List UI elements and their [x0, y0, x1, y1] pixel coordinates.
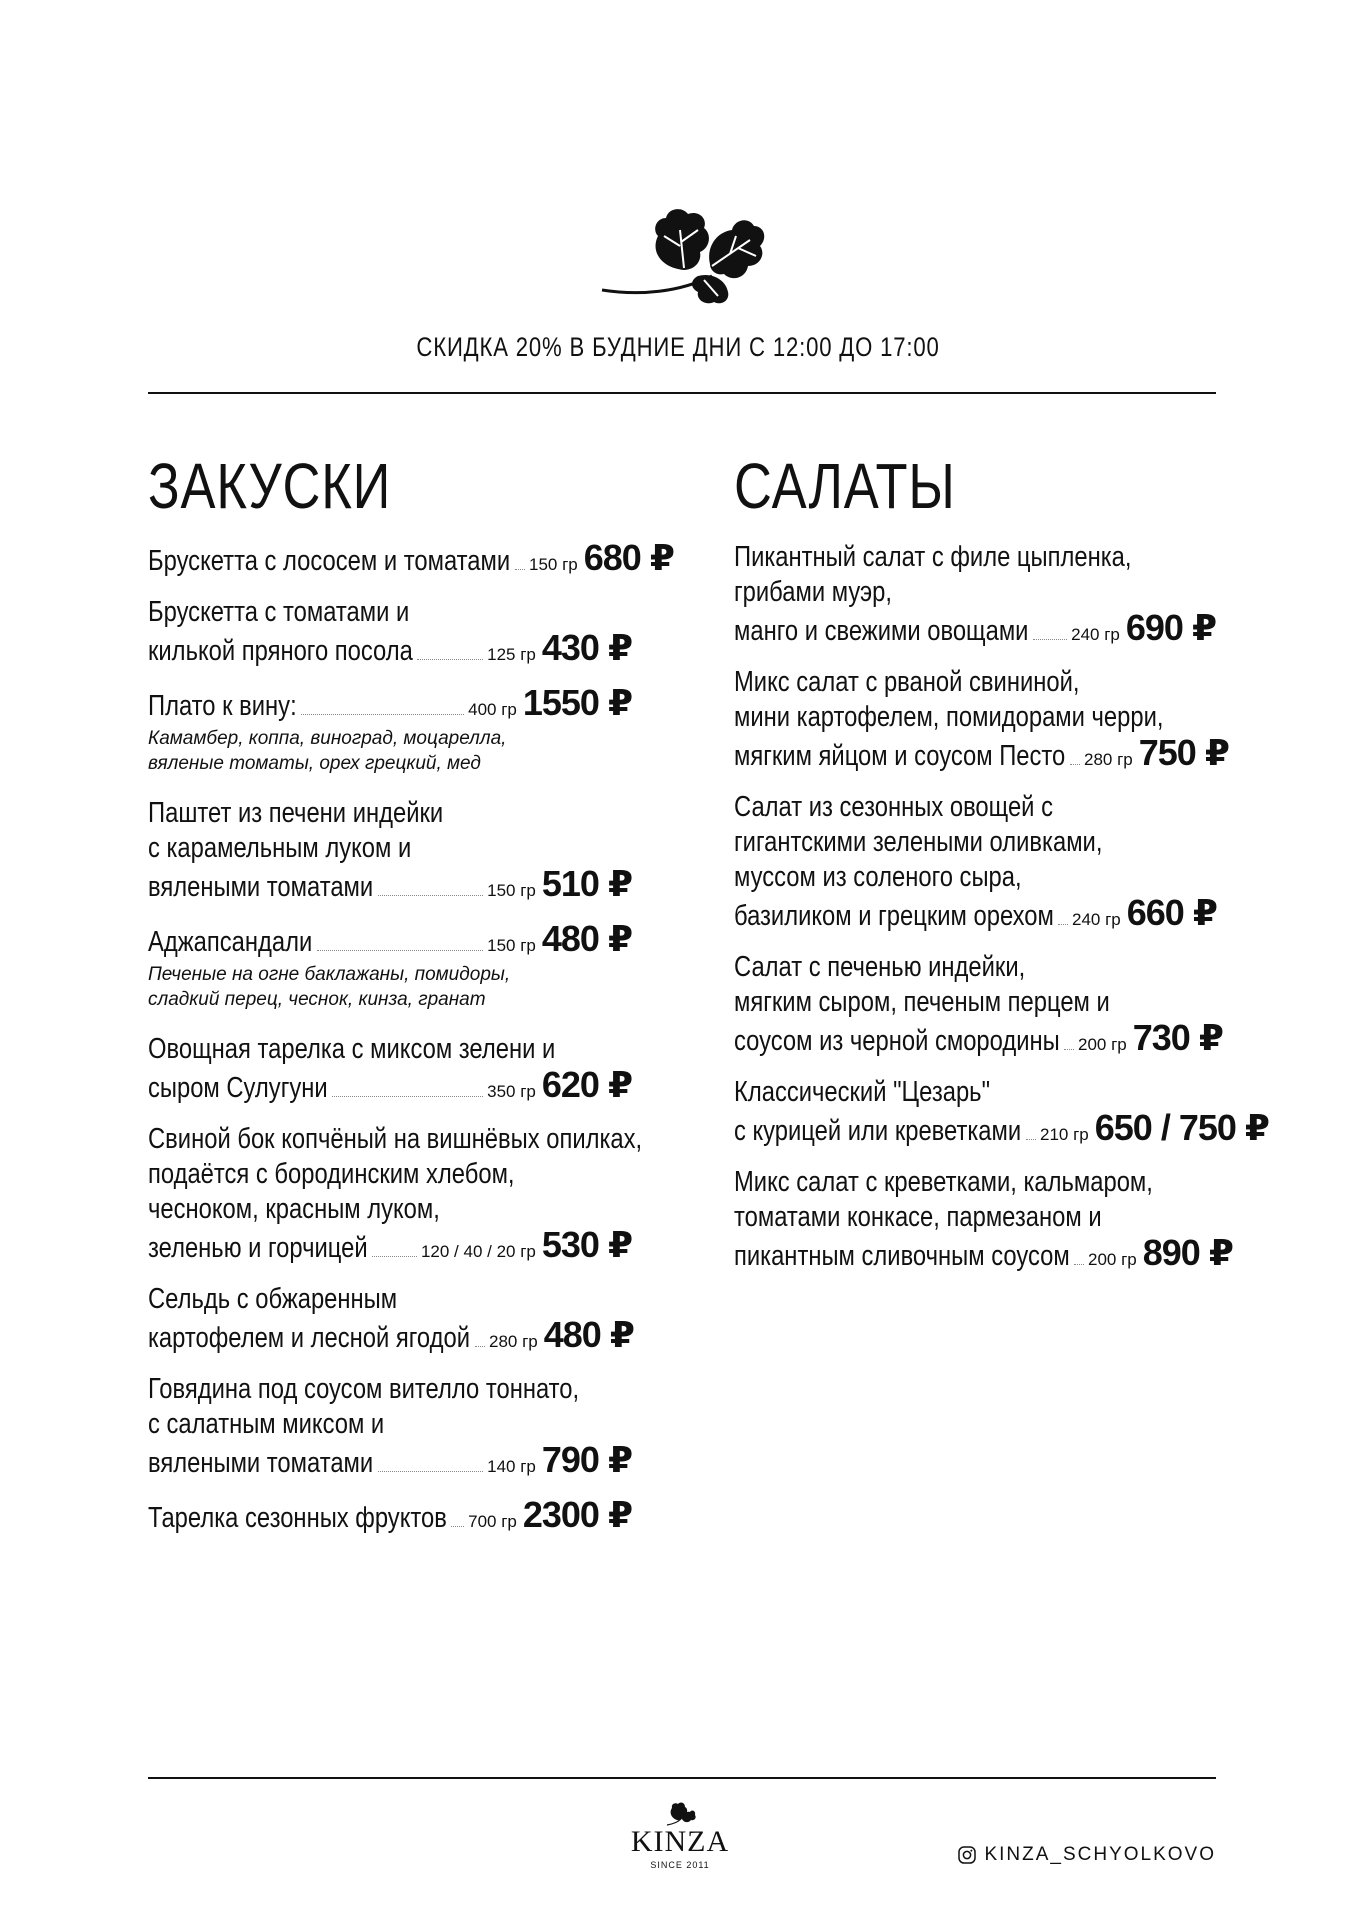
menu-item: [148, 537, 674, 578]
item-weight: 400 гр: [468, 700, 517, 719]
item-weight: 700 гр: [468, 1512, 517, 1531]
item-price: 890 ₽: [1142, 1232, 1233, 1273]
item-price-line: [734, 1107, 1269, 1148]
dot-leader: [417, 659, 483, 660]
item-weight: 150 гр: [487, 881, 536, 900]
dot-leader: [332, 1096, 483, 1097]
item-price: 790 ₽: [541, 1439, 632, 1480]
dot-leader: [1058, 924, 1068, 925]
item-name-line: Классический "Цезарь": [734, 1076, 991, 1108]
social-link[interactable]: [950, 1838, 1216, 1872]
dot-leader: [378, 1471, 483, 1472]
item-price-line: [148, 537, 674, 578]
item-name-line: Салат из сезонных овощей с: [734, 791, 1053, 823]
item-name: вялеными томатами: [148, 871, 374, 903]
item-name: картофелем и лесной ягодой: [148, 1322, 471, 1354]
cilantro-leaf-icon: [600, 200, 768, 306]
item-name-line: Салат с печенью индейки,: [734, 951, 1026, 983]
item-name: зеленью и горчицей: [148, 1232, 368, 1264]
item-weight: 240 гр: [1072, 910, 1121, 929]
item-weight: 200 гр: [1088, 1250, 1137, 1269]
item-price: 730 ₽: [1132, 1017, 1223, 1058]
brand-name: KINZA: [630, 1825, 730, 1858]
item-price-line: [734, 1017, 1223, 1058]
item-weight: 140 гр: [487, 1457, 536, 1476]
item-price: 510 ₽: [541, 863, 632, 904]
item-name-line: Паштет из печени индейки: [148, 797, 444, 829]
item-weight: 240 гр: [1071, 625, 1120, 644]
item-name: базиликом и грецким орехом: [734, 900, 1054, 932]
item-name: мягким яйцом и соусом Песто: [734, 740, 1066, 772]
item-price-line: [148, 863, 632, 904]
item-price: 620 ₽: [541, 1064, 632, 1105]
item-weight: 280 гр: [1084, 750, 1133, 769]
dot-leader: [1026, 1139, 1036, 1140]
item-name: вялеными томатами: [148, 1447, 374, 1479]
item-price-line: [148, 1224, 632, 1265]
item-weight: 280 гр: [489, 1332, 538, 1351]
menu-item: [148, 1032, 632, 1105]
item-name-line: Овощная тарелка с миксом зелени и: [148, 1033, 556, 1065]
item-description: Камамбер, коппа, виноград, моцарелла,: [148, 728, 507, 749]
item-name-line: с карамельным луком и: [148, 832, 412, 864]
menu-item: [148, 1282, 634, 1355]
item-weight: 200 гр: [1078, 1035, 1127, 1054]
item-weight: 125 гр: [487, 645, 536, 664]
item-name-line: Микс салат с рваной свининой,: [734, 666, 1080, 698]
item-price-line: [734, 1232, 1233, 1273]
item-description: вяленые томаты, орех грецкий, мед: [148, 753, 481, 774]
item-name-line: муссом из соленого сыра,: [734, 861, 1022, 893]
item-price-line: [734, 607, 1216, 648]
instagram-icon: [958, 1846, 976, 1864]
item-price: 2300 ₽: [522, 1494, 632, 1535]
item-name: манго и свежими овощами: [734, 615, 1029, 647]
item-price-line: [148, 682, 632, 723]
dot-leader: [1064, 1049, 1074, 1050]
dot-leader: [515, 569, 525, 570]
item-name-line: подаётся с бородинским хлебом,: [148, 1158, 515, 1190]
brand-since: SINCE 2011: [650, 1860, 710, 1870]
item-name: с курицей или креветками: [734, 1115, 1022, 1147]
item-name-line: с салатным миксом и: [148, 1408, 385, 1440]
menu-item: [148, 682, 632, 776]
top-divider: [148, 392, 1216, 394]
section-title: САЛАТЫ: [734, 450, 956, 522]
social-handle: KINZA_SCHYOLKOVO: [984, 1844, 1216, 1865]
item-name-line: грибами муэр,: [734, 576, 892, 608]
item-weight: 350 гр: [487, 1082, 536, 1101]
bottom-divider: [148, 1777, 1216, 1779]
menu-item: [148, 595, 632, 668]
item-price-line: [148, 1064, 632, 1105]
item-price-line: [148, 627, 632, 668]
dot-leader: [475, 1346, 485, 1347]
item-name-line: Свиной бок копчёный на вишнёвых опилках,: [148, 1123, 643, 1155]
promo-text: СКИДКА 20% В БУДНИЕ ДНИ С 12:00 ДО 17:00: [416, 332, 941, 362]
item-name-line: мини картофелем, помидорами черри,: [734, 701, 1164, 733]
item-name-line: Микс салат с креветками, кальмаром,: [734, 1166, 1153, 1198]
item-name: Плато к вину:: [148, 690, 297, 722]
item-name: килькой пряного посола: [148, 635, 413, 667]
item-name-line: гигантскими зелеными оливками,: [734, 826, 1103, 858]
item-price: 680 ₽: [583, 537, 674, 578]
menu-item: [148, 1122, 643, 1265]
item-price: 690 ₽: [1125, 607, 1216, 648]
dot-leader: [1070, 764, 1080, 765]
item-price: 660 ₽: [1126, 892, 1217, 933]
item-name: Аджапсандали: [148, 926, 313, 958]
promo-banner: [0, 332, 1357, 363]
menu-item: [148, 1494, 632, 1535]
menu-item: [148, 796, 632, 904]
item-name-line: Сельдь с обжаренным: [148, 1283, 398, 1315]
item-price-line: [734, 892, 1217, 933]
kinza-logo: [610, 1800, 750, 1890]
item-name: соусом из черной смородины: [734, 1025, 1060, 1057]
item-name-line: Брускетта с томатами и: [148, 596, 410, 628]
item-price: 480 ₽: [543, 1314, 634, 1355]
item-price: 430 ₽: [541, 627, 632, 668]
dot-leader: [1074, 1264, 1084, 1265]
item-price-line: [148, 918, 632, 959]
menu-item: [734, 665, 1229, 773]
menu-item: [734, 540, 1216, 648]
item-price-line: [148, 1314, 634, 1355]
item-price: 480 ₽: [541, 918, 632, 959]
dot-leader: [451, 1526, 464, 1527]
dot-leader: [378, 895, 483, 896]
dot-leader: [317, 950, 483, 951]
item-name: пикантным сливочным соусом: [734, 1240, 1070, 1272]
item-price: 1550 ₽: [522, 682, 632, 723]
item-price: 750 ₽: [1138, 732, 1229, 773]
menu-item: [734, 790, 1217, 933]
item-description: сладкий перец, чеснок, кинза, гранат: [148, 989, 486, 1010]
logo-leaf-icon: [663, 1800, 697, 1826]
menu-item: [148, 1372, 632, 1480]
item-weight: 210 гр: [1040, 1125, 1089, 1144]
item-name: Брускетта с лососем и томатами: [148, 545, 511, 577]
item-weight: 120 / 40 / 20 гр: [420, 1242, 536, 1261]
menu-item: [734, 950, 1223, 1058]
item-price-line: [734, 732, 1229, 773]
item-name: сыром Сулугуни: [148, 1072, 328, 1104]
item-name-line: Пикантный салат с филе цыпленка,: [734, 541, 1132, 573]
dot-leader: [1033, 639, 1067, 640]
dot-leader: [301, 714, 464, 715]
item-name-line: чесноком, красным луком,: [148, 1193, 440, 1225]
item-description: Печеные на огне баклажаны, помидоры,: [148, 964, 511, 985]
item-price: 530 ₽: [541, 1224, 632, 1265]
item-name-line: мягким сыром, печеным перцем и: [734, 986, 1110, 1018]
menu-item: [148, 918, 632, 1012]
item-price: 650 / 750 ₽: [1094, 1107, 1269, 1148]
menu-item: [734, 1075, 1269, 1148]
item-price-line: [148, 1439, 632, 1480]
item-weight: 150 гр: [487, 936, 536, 955]
item-name-line: томатами конкасе, пармезаном и: [734, 1201, 1102, 1233]
section-salads: [734, 446, 1269, 1290]
section-appetizers: [148, 446, 674, 1552]
item-price-line: [148, 1494, 632, 1535]
item-name: Тарелка сезонных фруктов: [148, 1502, 447, 1534]
item-name-line: Говядина под соусом вителло тоннато,: [148, 1373, 580, 1405]
dot-leader: [372, 1256, 417, 1257]
item-weight: 150 гр: [529, 555, 578, 574]
menu-item: [734, 1165, 1233, 1273]
section-title: ЗАКУСКИ: [148, 450, 392, 522]
